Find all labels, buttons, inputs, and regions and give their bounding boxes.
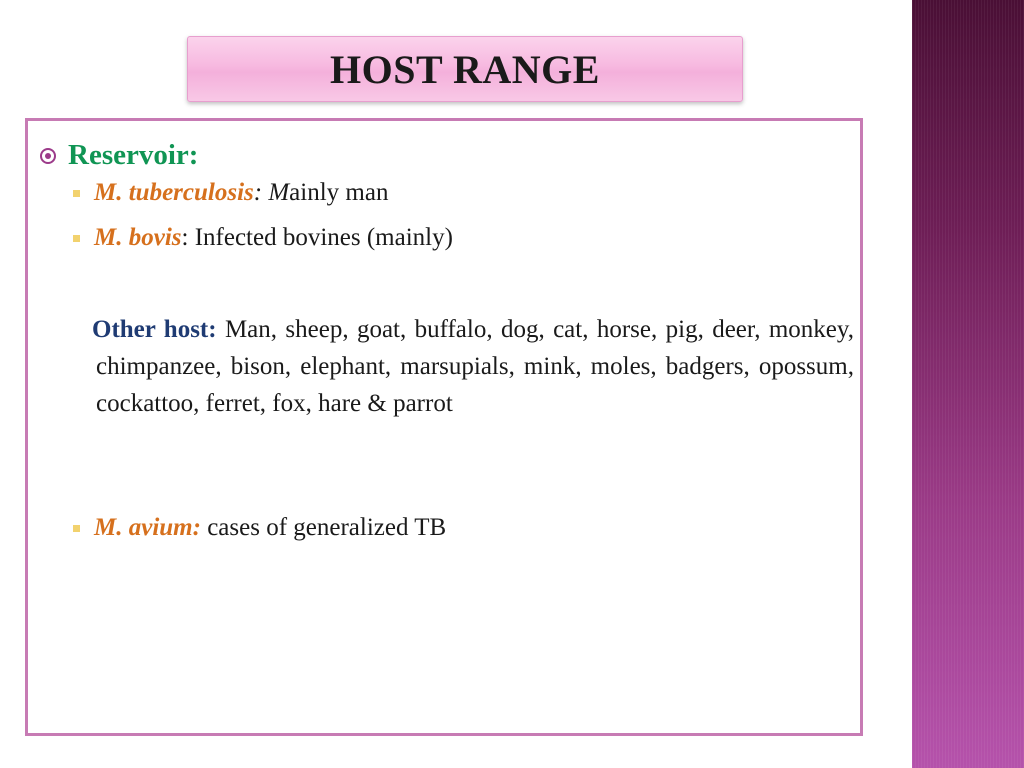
other-host-text: Man, sheep, goat, buffalo, dog, cat, horse, pig, deer, monkey, chimpanzee, bison, elephant, marsupials, mink, moles, badgers, opossum, cockattoo, ferret, fox, hare & parrot xyxy=(96,316,854,417)
reservoir-bullet xyxy=(40,139,198,172)
other-host-paragraph xyxy=(92,311,854,422)
separator: : xyxy=(181,224,189,251)
square-bullet-icon xyxy=(73,235,80,242)
list-item-avium xyxy=(73,514,446,542)
item-text: Infected bovines (mainly) xyxy=(188,224,453,251)
species-name: M. bovis xyxy=(94,224,182,251)
item-text: cases of generalized TB xyxy=(200,514,447,541)
other-host-label: Other host: xyxy=(92,316,217,343)
species-name: M. avium xyxy=(94,514,193,541)
title-banner xyxy=(187,36,743,102)
content-panel xyxy=(25,118,863,736)
separator: : xyxy=(192,514,201,541)
item-text: ainly man xyxy=(289,179,389,206)
list-item-tuberculosis xyxy=(73,179,388,207)
circle-bullet-icon xyxy=(40,148,56,164)
decorative-sidebar xyxy=(912,0,1024,768)
reservoir-label: Reservoir: xyxy=(68,139,199,171)
square-bullet-icon xyxy=(73,190,80,197)
lead-letter: M xyxy=(268,179,290,206)
species-name: M. tuberculosis xyxy=(94,179,254,206)
separator: : xyxy=(253,179,269,206)
list-item-bovis xyxy=(73,224,453,252)
slide-title: HOST RANGE xyxy=(330,46,600,92)
square-bullet-icon xyxy=(73,525,80,532)
